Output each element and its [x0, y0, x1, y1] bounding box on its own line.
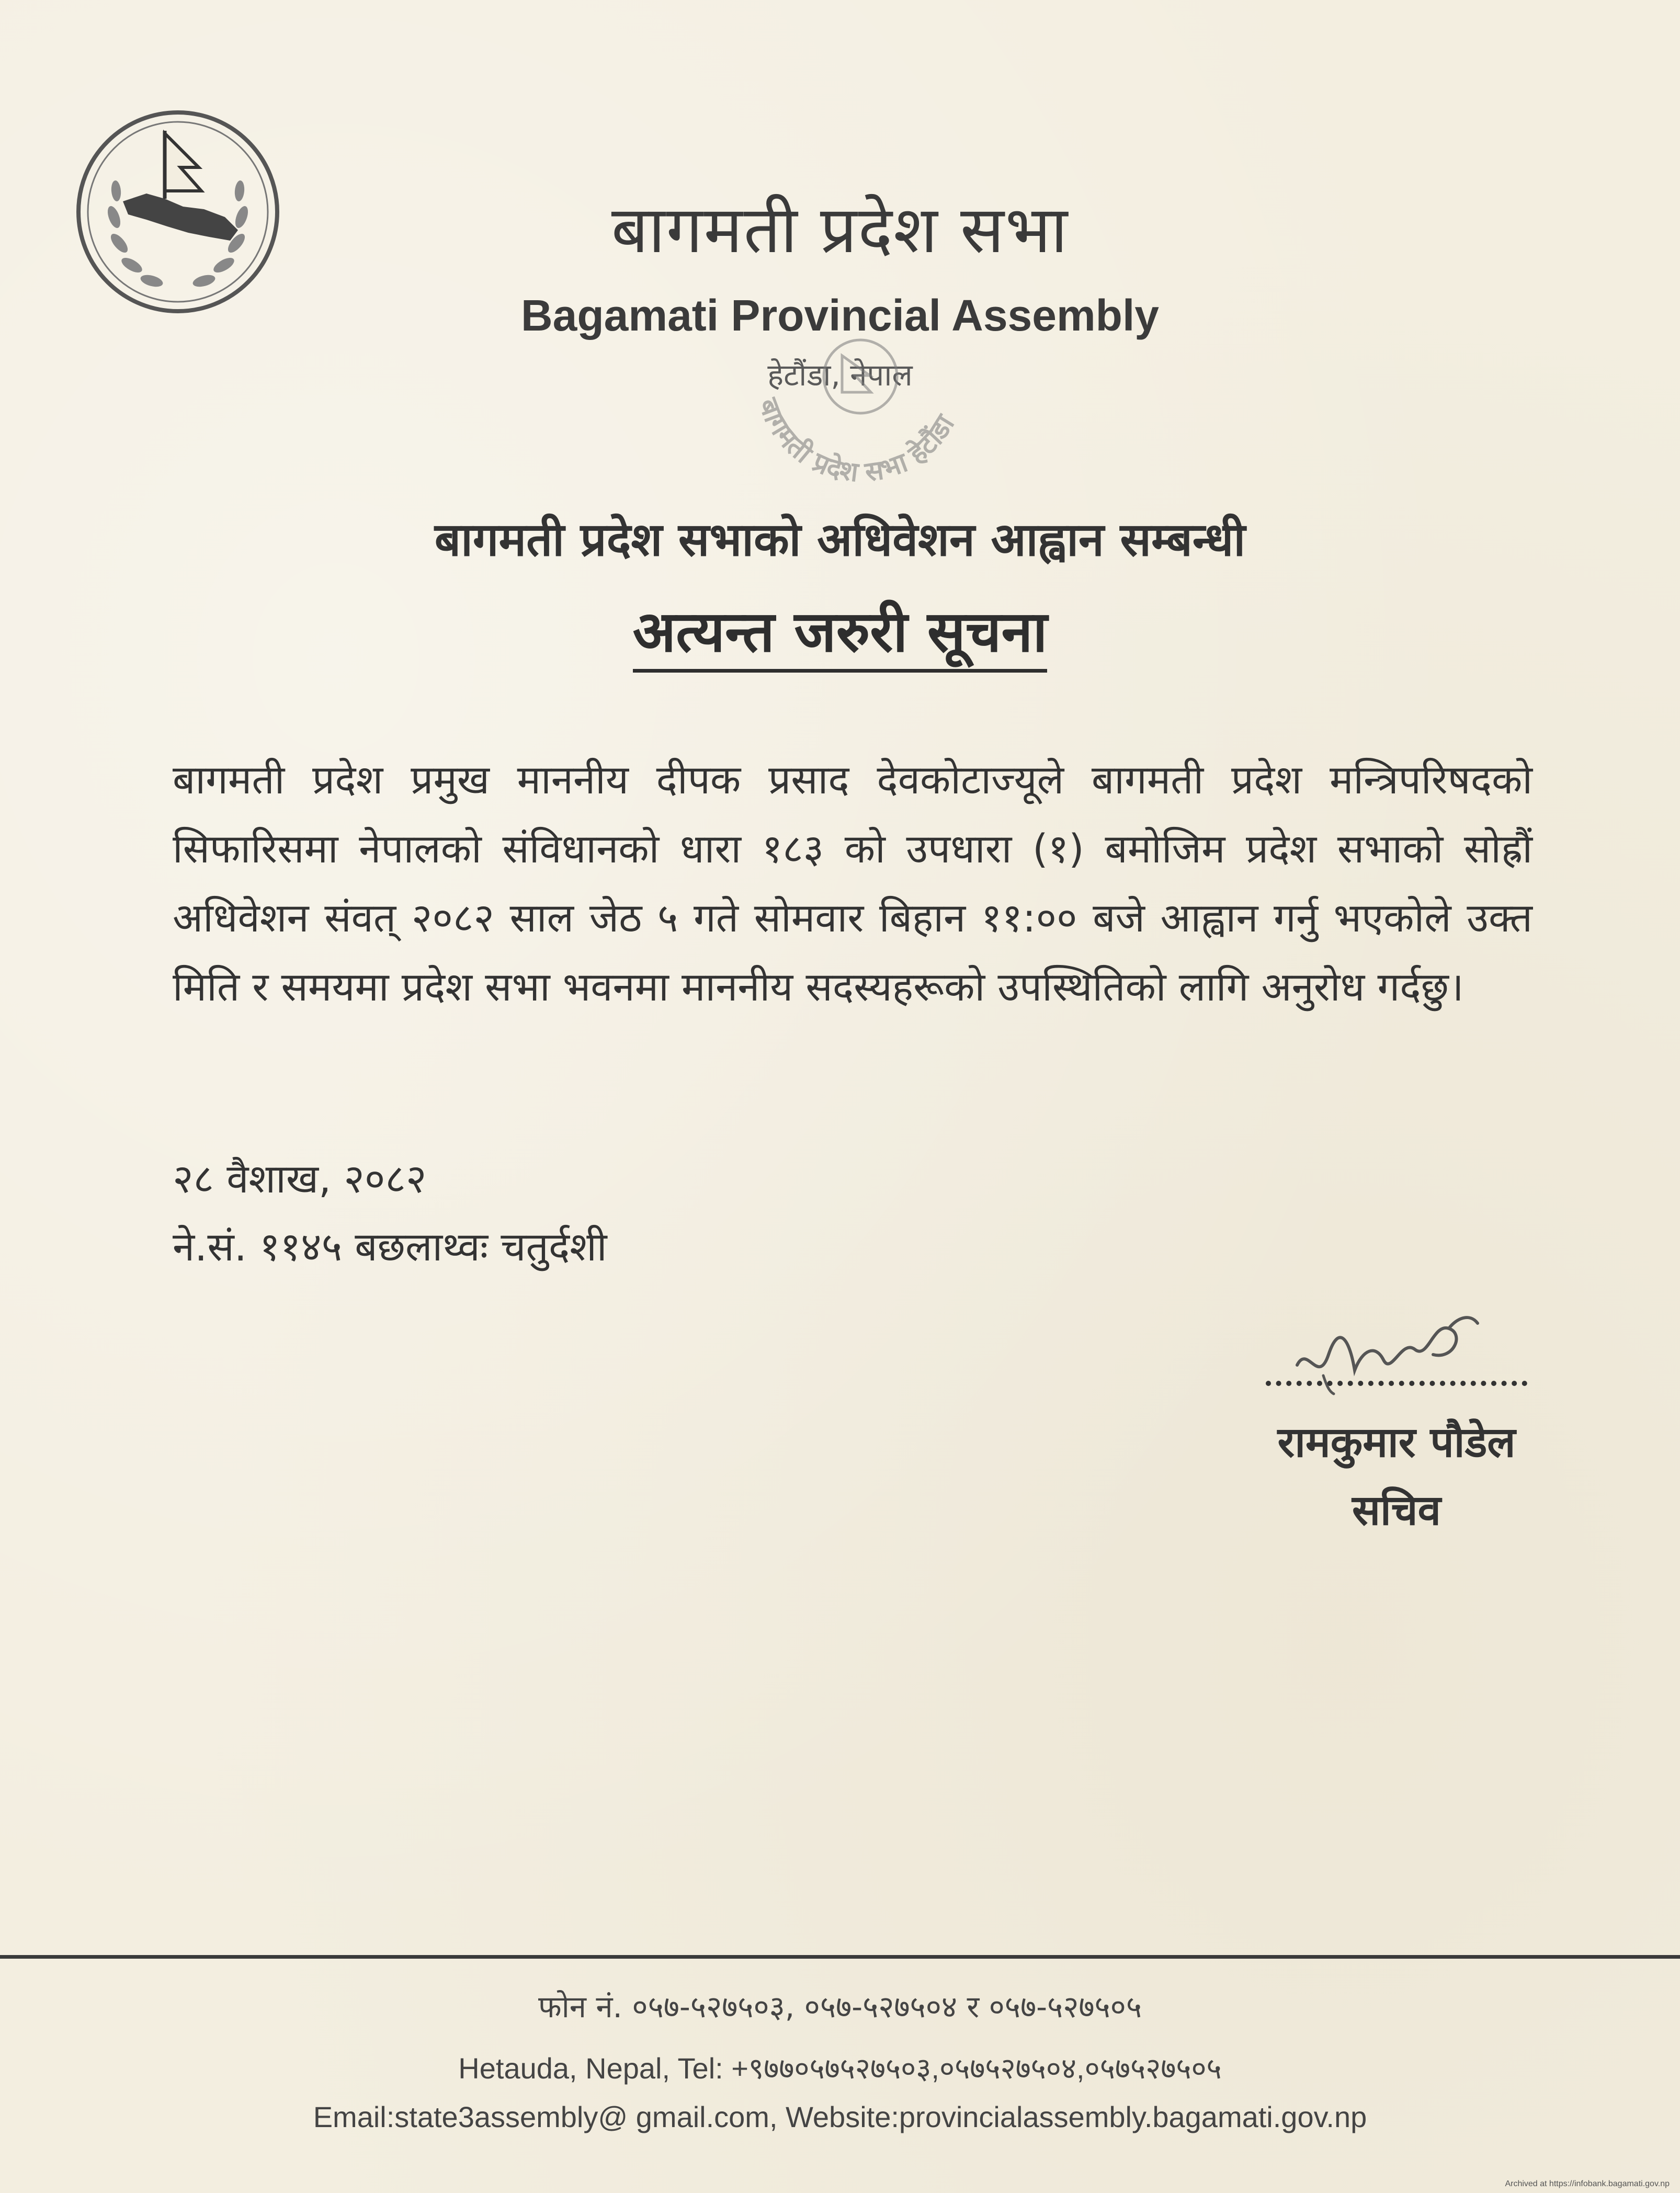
- notice-body: बागमती प्रदेश प्रमुख माननीय दीपक प्रसाद देवकोटाज्यूले बागमती प्रदेश मन्त्रिपरिषदको सिफारिसमा नेपालको संविधानको धारा १८३ को उपधारा (१) बमोजिम प्रदेश सभाको सोह्रौं अधिवेशन संवत् २०८२ साल जेठ ५ गते सोमवार बिहान ११:०० बजे आह्वान गर्नु भएकोले उक्त मिति र समयमा प्रदेश सभा भवनमा माननीय सदस्यहरूको उपस्थितिको लागि अनुरोध गर्दछु।: [173, 756, 1533, 1010]
- assembly-title-nepali: बागमती प्रदेश सभा: [611, 192, 1069, 268]
- notice-date: २८ वैशाख, २०८२: [173, 1155, 427, 1202]
- footer-divider: [0, 1955, 1680, 1959]
- notice-ns-date: ने.सं. ११४५ बछलाथ्वः चतुर्दशी: [173, 1223, 607, 1270]
- notice-title: अत्यन्त जरुरी सूचना: [633, 599, 1048, 673]
- signature-icon: [1276, 1292, 1496, 1407]
- signatory-name: रामकुमार पौडेल: [1277, 1417, 1516, 1467]
- notice-subject: बागमती प्रदेश सभाको अधिवेशन आह्वान सम्बन्धी: [434, 512, 1246, 566]
- stamp-text: बागमती प्रदेश सभा हेटौंडा: [752, 394, 961, 488]
- signatory-title: सचिव: [1352, 1485, 1441, 1535]
- assembly-title-english: Bagamati Provincial Assembly: [520, 291, 1160, 340]
- archive-note: Archived at https://infobank.bagamati.gov.np: [1505, 2179, 1670, 2188]
- office-stamp-icon: [735, 329, 981, 507]
- footer-phone: फोन नं. ०५७-५२७५०३, ०५७-५२७५०४ र ०५७-५२७५०५: [538, 1989, 1142, 2025]
- footer-email-website: Email:state3assembly@ gmail.com, Website:provincialassembly.bagamati.gov.np: [313, 2100, 1367, 2133]
- footer-tel: Hetauda, Nepal, Tel: +९७७०५७५२७५०३,०५७५२७५०४,०५७५२७५०५: [458, 2052, 1222, 2085]
- notice-title-wrap: [0, 591, 1680, 668]
- signature-dotted-line: [1266, 1381, 1527, 1386]
- svg-text:बागमती प्रदेश सभा हेटौंडा: [752, 394, 962, 488]
- assembly-location: हेटौंडा, नेपाल: [767, 357, 913, 393]
